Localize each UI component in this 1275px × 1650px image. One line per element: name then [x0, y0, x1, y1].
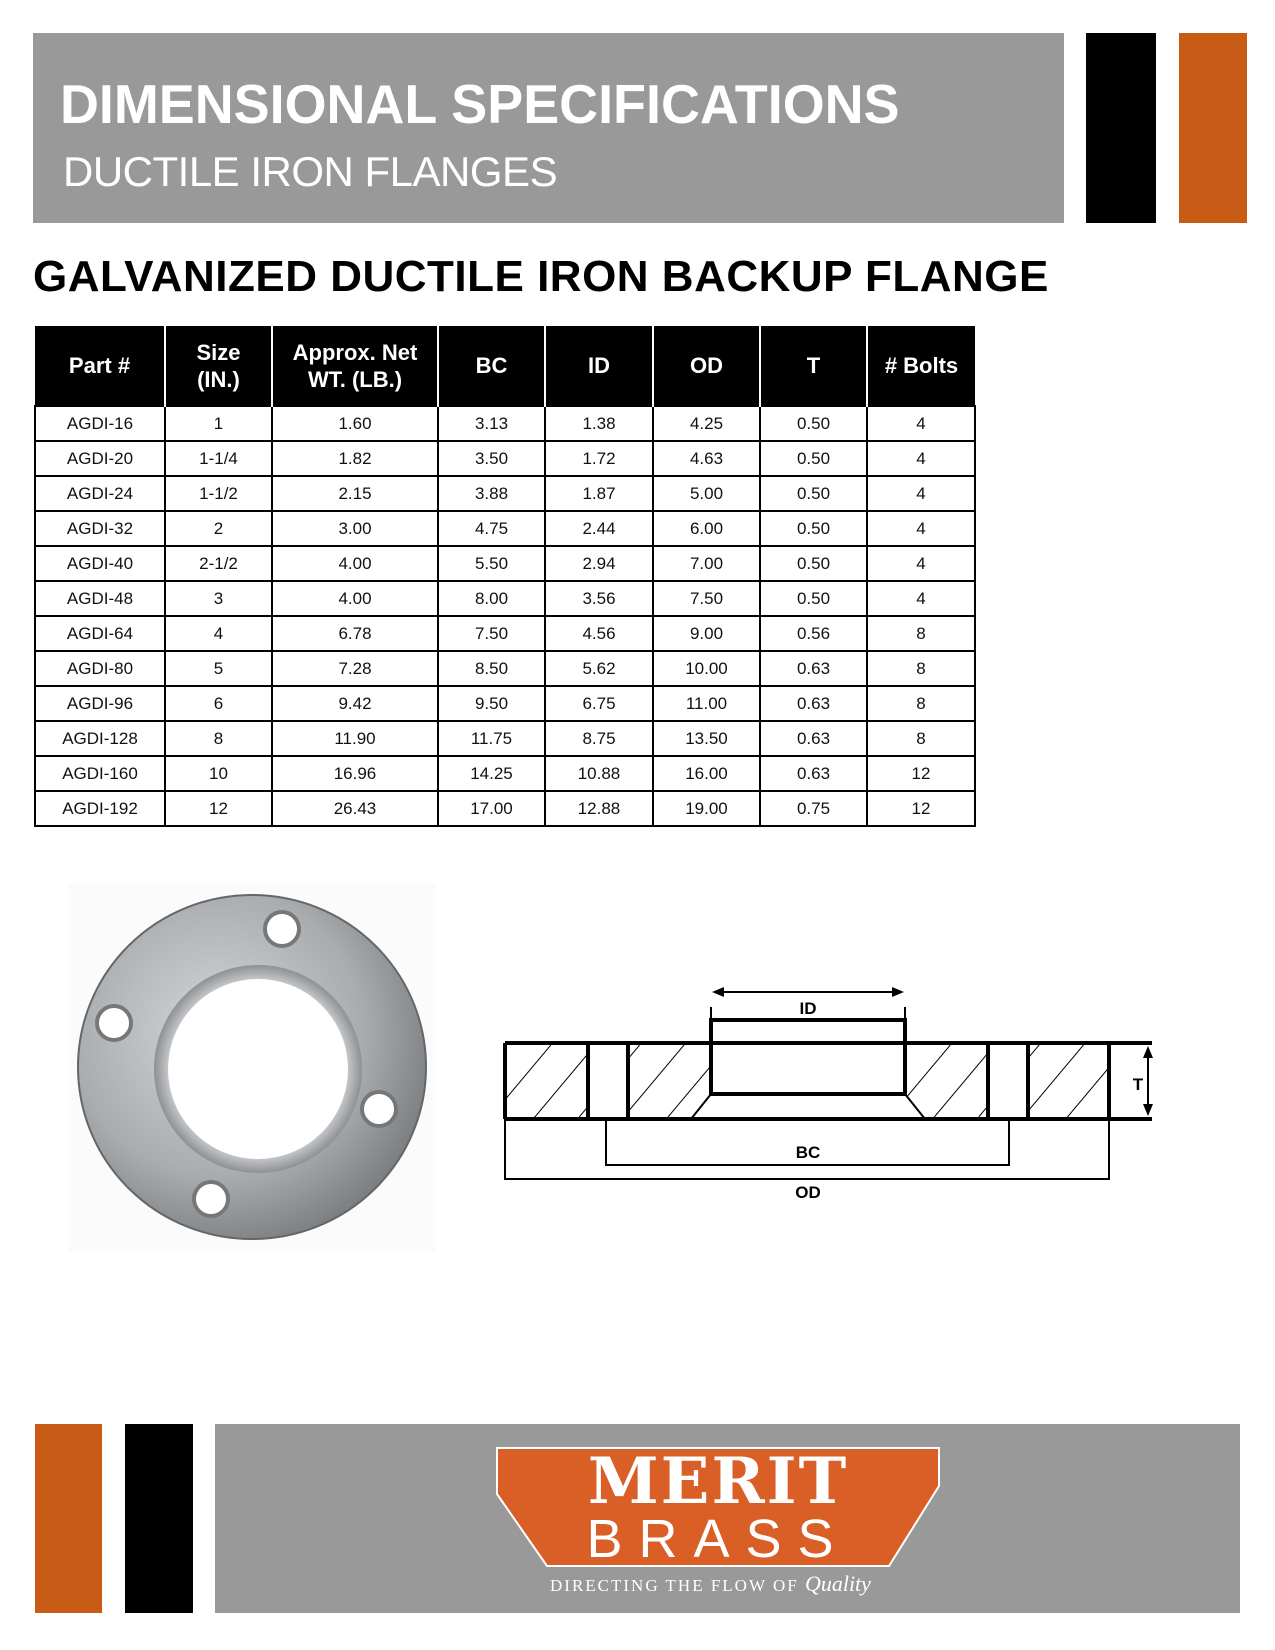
table-cell: AGDI-20: [35, 441, 165, 476]
column-header-text: OD: [690, 353, 723, 378]
decorative-orange-bar: [35, 1424, 102, 1613]
table-cell: 1-1/2: [165, 476, 272, 511]
decorative-black-bar: [125, 1424, 193, 1613]
table-cell: 8: [867, 651, 975, 686]
table-cell: 1.82: [272, 441, 438, 476]
table-header-row: [35, 326, 975, 406]
column-header: [35, 326, 165, 406]
table-cell: 12: [867, 791, 975, 826]
table-cell: 8.50: [438, 651, 545, 686]
table-cell: 26.43: [272, 791, 438, 826]
table-cell: 13.50: [653, 721, 760, 756]
table-cell: AGDI-24: [35, 476, 165, 511]
column-header: [867, 326, 975, 406]
table-cell: 12.88: [545, 791, 653, 826]
table-cell: 9.42: [272, 686, 438, 721]
table-row: [35, 616, 975, 651]
table-cell: AGDI-16: [35, 406, 165, 441]
table-cell: 4.63: [653, 441, 760, 476]
logo-merit-text: MERIT: [587, 1444, 849, 1519]
table-cell: 4.00: [272, 581, 438, 616]
table-cell: 11.00: [653, 686, 760, 721]
table-body: [35, 406, 975, 826]
table-row: [35, 721, 975, 756]
table-cell: 6.78: [272, 616, 438, 651]
table-cell: 0.56: [760, 616, 867, 651]
table-cell: 4.25: [653, 406, 760, 441]
table-cell: 4: [867, 406, 975, 441]
table-cell: 3.50: [438, 441, 545, 476]
table-cell: 7.00: [653, 546, 760, 581]
table-cell: 4: [165, 616, 272, 651]
table-cell: 5.00: [653, 476, 760, 511]
table-row: [35, 441, 975, 476]
table-cell: 2.15: [272, 476, 438, 511]
column-header-text: Size: [196, 339, 241, 365]
table-row: [35, 791, 975, 826]
table-cell: 19.00: [653, 791, 760, 826]
table-cell: 2.94: [545, 546, 653, 581]
table-cell: 11.90: [272, 721, 438, 756]
table-cell: 0.63: [760, 651, 867, 686]
column-header-text: ID: [588, 353, 610, 378]
table-row: [35, 511, 975, 546]
table-cell: 3.13: [438, 406, 545, 441]
table-cell: 12: [165, 791, 272, 826]
column-header-text: BC: [475, 353, 508, 378]
table-cell: 3: [165, 581, 272, 616]
table-cell: 0.50: [760, 581, 867, 616]
table-cell: 8: [867, 686, 975, 721]
table-cell: 6.75: [545, 686, 653, 721]
table-cell: AGDI-32: [35, 511, 165, 546]
table-cell: 3.88: [438, 476, 545, 511]
merit-brass-logo: [495, 1446, 941, 1570]
table-cell: 0.63: [760, 686, 867, 721]
table-cell: 10: [165, 756, 272, 791]
column-header: [760, 326, 867, 406]
table-cell: AGDI-128: [35, 721, 165, 756]
table-cell: 3.00: [272, 511, 438, 546]
table-cell: 4: [867, 511, 975, 546]
column-header-text: Approx. Net: [292, 339, 418, 365]
table-cell: 16.00: [653, 756, 760, 791]
flange-photo: [68, 883, 436, 1251]
table-cell: 1.87: [545, 476, 653, 511]
table-row: [35, 476, 975, 511]
table-cell: 8: [867, 616, 975, 651]
table-cell: 10.88: [545, 756, 653, 791]
table-row: [35, 651, 975, 686]
page-title: DIMENSIONAL SPECIFICATIONS: [60, 73, 900, 135]
table-cell: 7.50: [438, 616, 545, 651]
table-cell: AGDI-48: [35, 581, 165, 616]
column-header-text: WT. (LB.): [307, 366, 403, 392]
table-cell: 10.00: [653, 651, 760, 686]
column-header-text: # Bolts: [884, 353, 959, 378]
spec-table: [34, 326, 976, 827]
column-header: [272, 326, 438, 406]
table-cell: 8.00: [438, 581, 545, 616]
decorative-black-bar: [1086, 33, 1156, 223]
diagram-label-bc: BC: [795, 1143, 821, 1162]
diagram-label-t: T: [1132, 1075, 1144, 1094]
table-cell: 16.96: [272, 756, 438, 791]
table-row: [35, 406, 975, 441]
table-cell: AGDI-40: [35, 546, 165, 581]
table-row: [35, 581, 975, 616]
table-cell: AGDI-64: [35, 616, 165, 651]
tagline-script: Quality: [804, 1571, 871, 1596]
column-header: [545, 326, 653, 406]
table-cell: 0.50: [760, 441, 867, 476]
table-cell: 4: [867, 546, 975, 581]
column-header: [165, 326, 272, 406]
table-cell: 8.75: [545, 721, 653, 756]
table-cell: 7.28: [272, 651, 438, 686]
table-cell: 4: [867, 581, 975, 616]
table-cell: 5.50: [438, 546, 545, 581]
table-row: [35, 546, 975, 581]
table-cell: 2: [165, 511, 272, 546]
table-cell: 6.00: [653, 511, 760, 546]
column-header-text: T: [806, 353, 821, 378]
table-cell: 12: [867, 756, 975, 791]
table-cell: 17.00: [438, 791, 545, 826]
table-cell: 4.75: [438, 511, 545, 546]
page-subtitle: DUCTILE IRON FLANGES: [63, 148, 558, 195]
table-cell: 4: [867, 476, 975, 511]
table-cell: AGDI-160: [35, 756, 165, 791]
column-header-text: (IN.): [197, 366, 240, 392]
column-header-text: Part #: [68, 353, 131, 378]
table-cell: 0.50: [760, 476, 867, 511]
table-cell: 1.38: [545, 406, 653, 441]
table-cell: 4.00: [272, 546, 438, 581]
table-cell: 5.62: [545, 651, 653, 686]
decorative-orange-bar: [1179, 33, 1247, 223]
table-cell: 9.00: [653, 616, 760, 651]
table-cell: 14.25: [438, 756, 545, 791]
table-cell: 2.44: [545, 511, 653, 546]
table-cell: 8: [165, 721, 272, 756]
table-cell: 6: [165, 686, 272, 721]
table-cell: AGDI-192: [35, 791, 165, 826]
table-cell: 5: [165, 651, 272, 686]
table-cell: 0.50: [760, 511, 867, 546]
table-row: [35, 756, 975, 791]
flange-cross-section-diagram: [480, 970, 1180, 1202]
table-row: [35, 686, 975, 721]
diagram-label-od: OD: [795, 1183, 821, 1202]
table-cell: AGDI-96: [35, 686, 165, 721]
table-cell: 0.63: [760, 756, 867, 791]
table-cell: AGDI-80: [35, 651, 165, 686]
tagline: [550, 1571, 871, 1597]
table-cell: 8: [867, 721, 975, 756]
logo-brass-text: BRASS: [586, 1509, 850, 1569]
table-cell: 1.72: [545, 441, 653, 476]
column-header: [653, 326, 760, 406]
table-cell: 0.63: [760, 721, 867, 756]
table-cell: 7.50: [653, 581, 760, 616]
table-cell: 0.75: [760, 791, 867, 826]
section-title: GALVANIZED DUCTILE IRON BACKUP FLANGE: [33, 252, 1049, 301]
table-cell: 3.56: [545, 581, 653, 616]
diagram-label-id: ID: [799, 999, 817, 1018]
table-cell: 2-1/2: [165, 546, 272, 581]
table-cell: 9.50: [438, 686, 545, 721]
tagline-text: DIRECTING THE FLOW OF: [550, 1576, 799, 1595]
table-cell: 0.50: [760, 546, 867, 581]
column-header: [438, 326, 545, 406]
table-cell: 1-1/4: [165, 441, 272, 476]
table-cell: 1: [165, 406, 272, 441]
table-cell: 4: [867, 441, 975, 476]
table-cell: 11.75: [438, 721, 545, 756]
table-cell: 4.56: [545, 616, 653, 651]
table-cell: 1.60: [272, 406, 438, 441]
table-cell: 0.50: [760, 406, 867, 441]
